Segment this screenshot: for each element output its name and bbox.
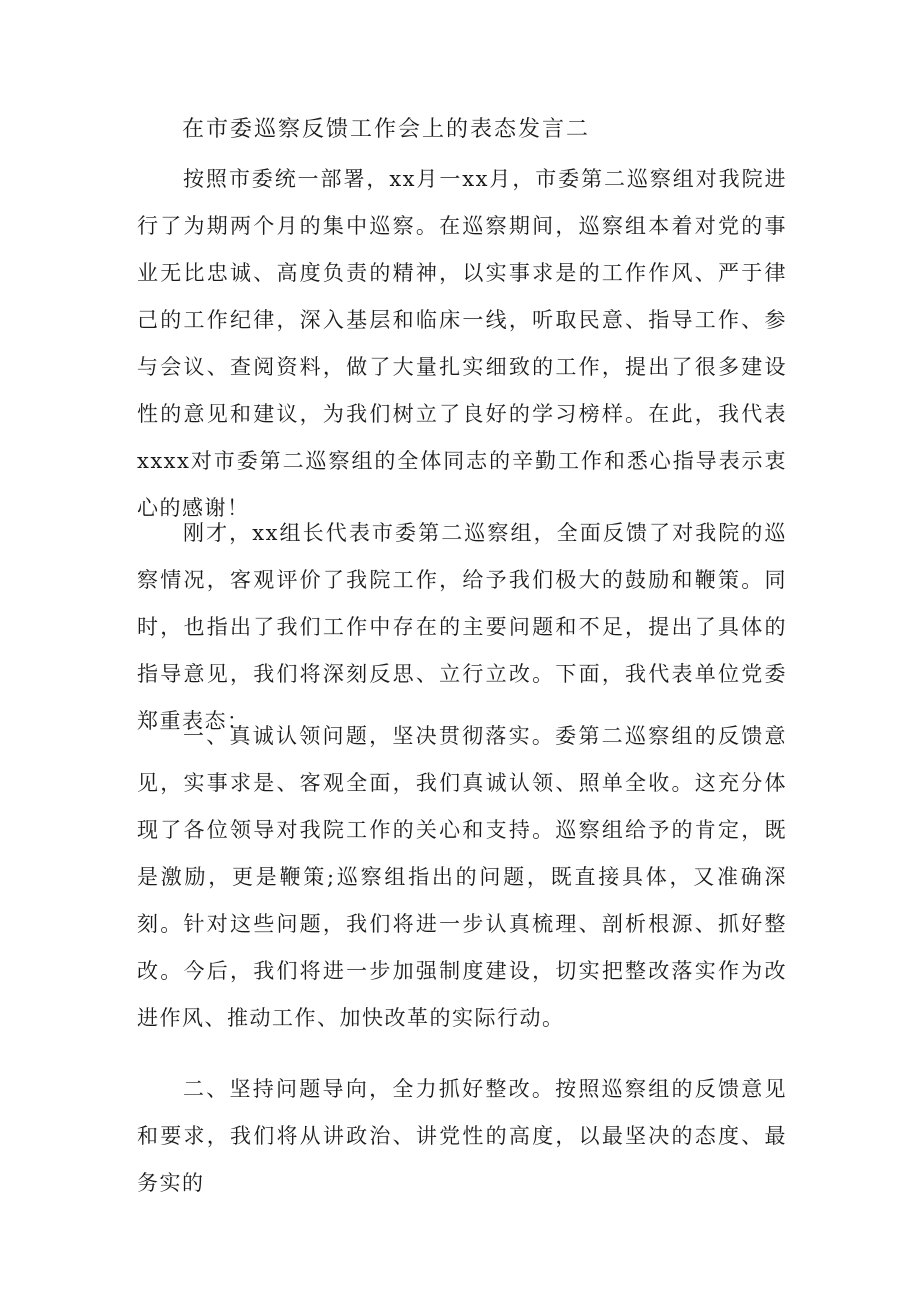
paragraph-2: 刚才，xx组长代表市委第二巡察组，全面反馈了对我院的巡察情况，客观评价了我院工作，给予我们极大的鼓励和鞭策。同时，也指出了我们工作中存在的主要问题和不足，提出了具体的指导意见，我们将深刻反思、立行立改。下面，我代表单位党委郑重表态： xyxy=(137,521,787,733)
paragraph-4: 二、坚持问题导向，全力抓好整改。按照巡察组的反馈意见和要求，我们将从讲政治、讲党性的高度，以最坚决的态度、最务实的 xyxy=(137,1077,787,1195)
paragraph-3: 一、真诚认领问题，坚决贯彻落实。委第二巡察组的反馈意见，实事求是、客观全面，我们真诚认领、照单全收。这充分体现了各位领导对我院工作的关心和支持。巡察组给予的肯定，既是激励，更是鞭策;巡察组指出的问题，既直接具体，又准确深刻。针对这些问题，我们将进一步认真梳理、剖析根源、抓好整改。今后，我们将进一步加强制度建设，切实把整改落实作为改进作风、推动工作、加快改革的实际行动。 xyxy=(137,724,787,1030)
document-title: 在市委巡察反馈工作会上的表态发言二 xyxy=(182,117,591,142)
paragraph-1: 按照市委统一部署，xx月一xx月，市委第二巡察组对我院进行了为期两个月的集中巡察。在巡察期间，巡察组本着对党的事业无比忠诚、高度负责的精神，以实事求是的工作作风、严于律己的工作纪律，深入基层和临床一线，听取民意、指导工作、参与会议、查阅资料，做了大量扎实细致的工作，提出了很多建设性的意见和建议，为我们树立了良好的学习榜样。在此，我代表xxxx对市委第二巡察组的全体同志的辛勤工作和悉心指导表示衷心的感谢！ xyxy=(137,167,787,520)
